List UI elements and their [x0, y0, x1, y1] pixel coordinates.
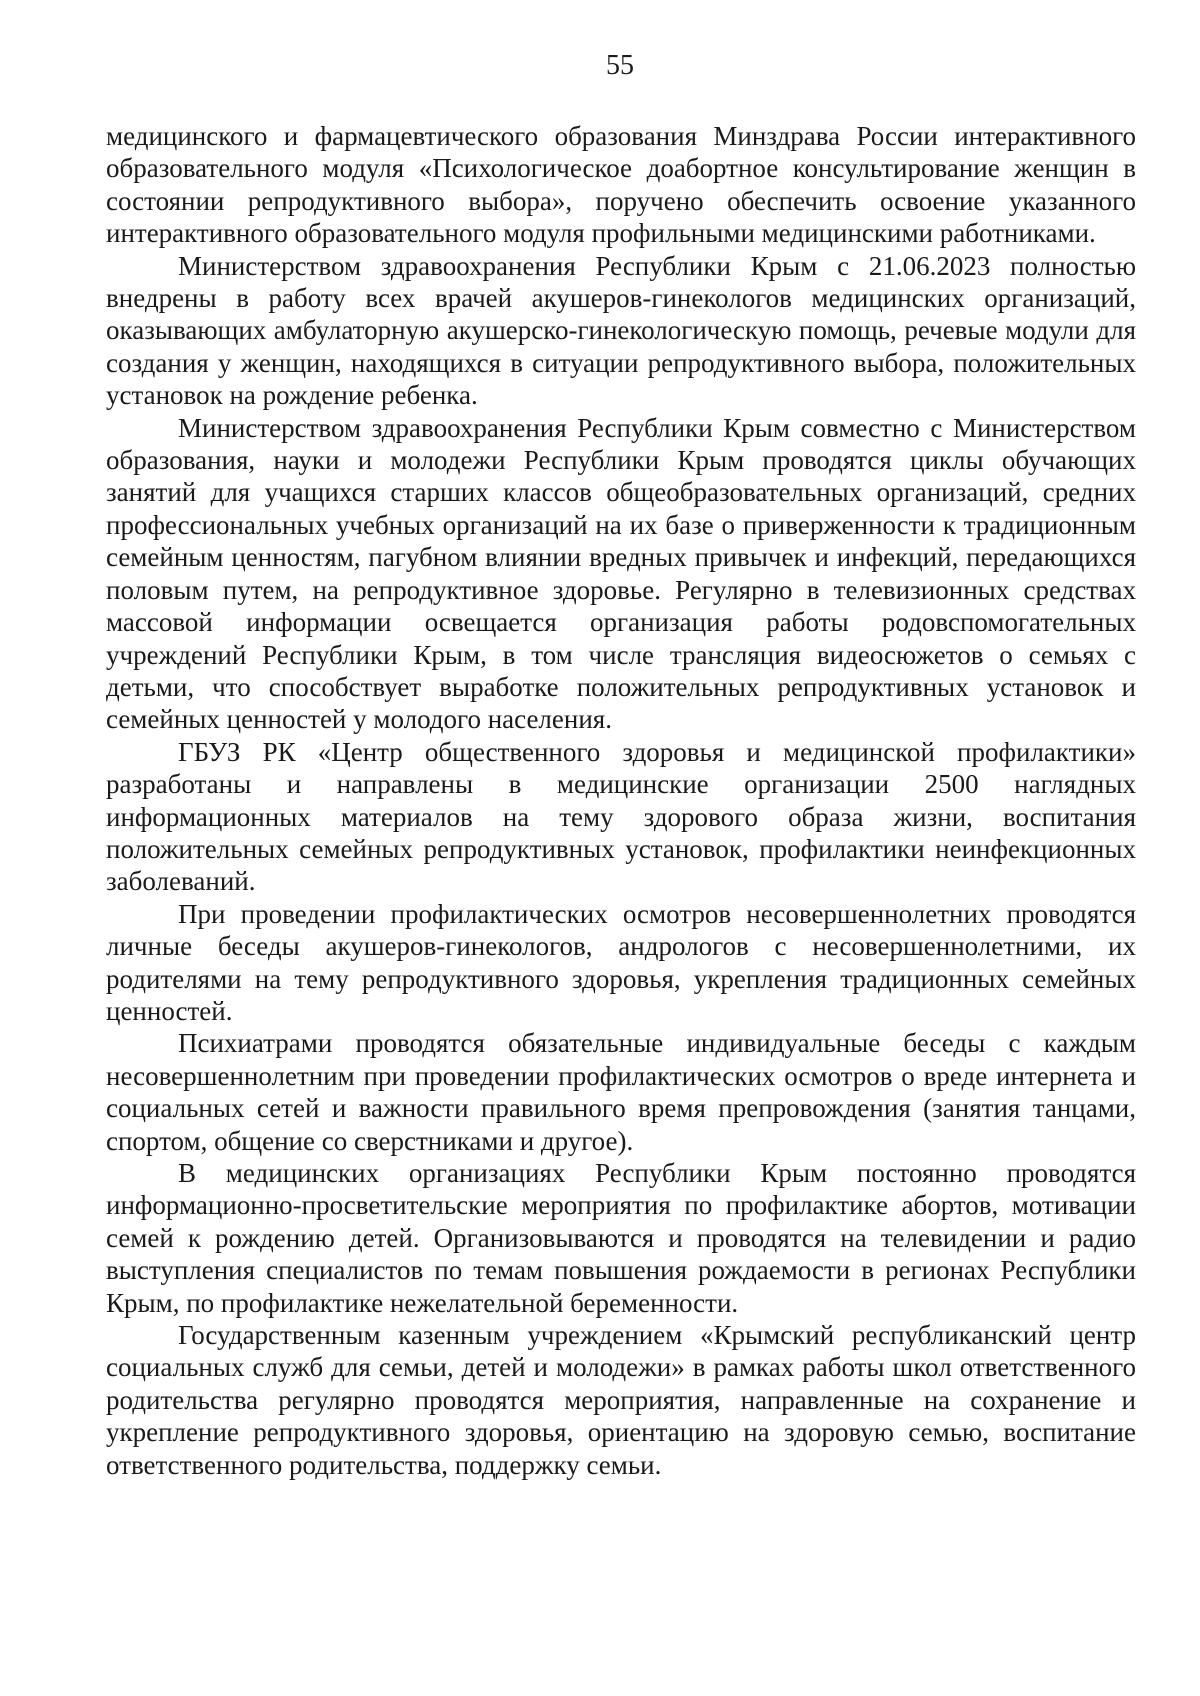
paragraph-continuation: медицинского и фармацевтического образования Минздрава России интерактивного образовательного модуля «Психологическое доабортное консультирование женщин в состоянии репродуктивного выбора», поручено обеспечить освоение указанного интерактивного образовательного модуля профильными медицинскими работниками. [106, 121, 1136, 249]
document-body [106, 120, 1136, 1481]
paragraph-public-health-center: ГБУЗ РК «Центр общественного здоровья и медицинской профилактики» разработаны и направлены в медицинские организации 2500 наглядных информационных материалов на тему здорового образа жизни, воспитания положительных семейных репродуктивных установок, профилактики неинфекционных заболеваний. [106, 736, 1136, 897]
paragraph-information-events: В медицинских организациях Республики Крым постоянно проводятся информационно-просветительские мероприятия по профилактике абортов, мотивации семей к рождению детей. Организовываются и проводятся на телевидении и радио выступления специалистов по темам повышения рождаемости в регионах Республики Крым, по профилактике нежелательной беременности. [106, 1158, 1136, 1318]
paragraph-social-services: Государственным казенным учреждением «Крымский республиканский центр социальных служб для семьи, детей и молодежи» в рамках работы школ ответственного родительства регулярно проводятся мероприятия, направленные на сохранение и укрепление репродуктивного здоровья, ориентацию на здоровую семью, воспитание ответственного родительства, поддержку семьи. [106, 1320, 1136, 1480]
paragraph-speech-modules: Министерством здравоохранения Республики Крым с 21.06.2023 полностью внедрены в работу всех врачей акушеров-гинекологов медицинских организаций, оказывающих амбулаторную акушерско-гинекологическую помощь, речевые модули для создания у женщин, находящихся в ситуации репродуктивного выбора, положительных установок на рождение ребенка. [106, 250, 1136, 411]
page-number: 55 [606, 50, 634, 81]
paragraph-preventive-exams: При проведении профилактических осмотров несовершеннолетних проводятся личные беседы акушеров-гинекологов, андрологов с несовершеннолетними, их родителями на тему репродуктивного здоровья, укрепления традиционных семейных ценностей. [106, 898, 1136, 1026]
paragraph-psychiatrists: Психиатрами проводятся обязательные индивидуальные беседы с каждым несовершеннолетним при проведении профилактических осмотров о вреде интернета и социальных сетей и важности правильного время препровождения (занятия танцами, спортом, общение со сверстниками и другое). [106, 1028, 1136, 1156]
paragraph-education-cycles: Министерством здравоохранения Республики Крым совместно с Министерством образования, науки и молодежи Республики Крым проводятся циклы обучающих занятий для учащихся старших классов общеобразовательных организаций, средних профессиональных учебных организаций на их базе о приверженности к традиционным семейным ценностям, пагубном влиянии вредных привычек и инфекций, передающихся половым путем, на репродуктивное здоровье. Регулярно в телевизионных средствах массовой информации освещается организация работы родовспомогательных учреждений Республики Крым, в том числе трансляция видеосюжетов о семьях с детьми, что способствует выработке положительных репродуктивных установок и семейных ценностей у молодого населения. [106, 412, 1136, 735]
